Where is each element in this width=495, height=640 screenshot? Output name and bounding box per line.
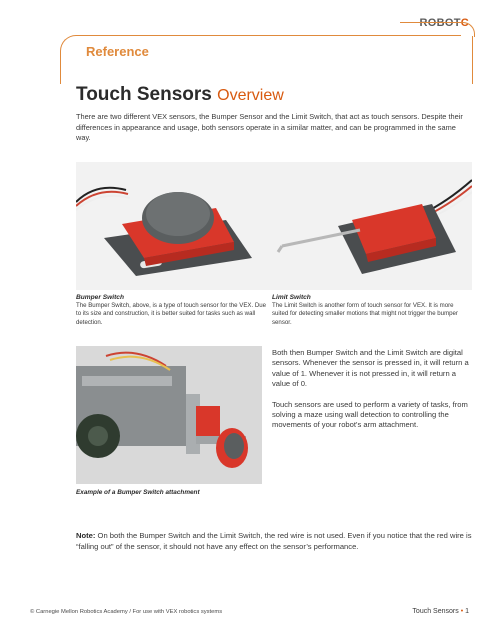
page-title-sub: Overview [217, 87, 284, 104]
intro-paragraph: There are two different VEX sensors, the Bumper Sensor and the Limit Switch, that act as touch sensors. Despite their differences in appearance and usage, both sensors operate in a similar matter, and can be programmed in the same way. [76, 112, 463, 143]
bumper-caption-title: Bumper Switch [76, 294, 124, 301]
robot-attachment-photo [76, 346, 262, 484]
tab-edge [472, 36, 473, 84]
note-text: On both the Bumper Switch and the Limit Switch, the red wire is not used. Even if you notice that the red wire is “falling out” of the sensor, it should not have any effect on the sensor’s performance. [76, 531, 472, 551]
brand-prefix: ROBOT [419, 17, 461, 29]
limit-switch-image [272, 162, 472, 290]
footer-separator: • [460, 608, 464, 615]
sensor-description [272, 348, 472, 441]
limit-switch-photo [272, 162, 472, 290]
note-paragraph [76, 530, 476, 552]
footer-copyright: © Carnegie Mellon Robotics Academy / For use with VEX robotics systems [30, 609, 223, 615]
header-rule [400, 22, 460, 23]
footer-section-label: Touch Sensors [412, 608, 459, 615]
robot-attachment-image [76, 346, 262, 484]
bumper-switch-image [76, 162, 272, 290]
bumper-caption-text: The Bumper Switch, above, is a type of touch sensor for the VEX. Due to its size and construction, it is better suited for tasks such as wall detection. [76, 302, 267, 326]
sensor-paragraph-2: Touch sensors are used to perform a variety of tasks, from solving a maze using wall detection to controlling the movements of your robot's arm attachment. [272, 399, 468, 430]
attachment-caption: Example of a Bumper Switch attachment [76, 489, 200, 496]
limit-caption-title: Limit Switch [272, 294, 311, 301]
bumper-caption [76, 294, 268, 327]
bumper-switch-photo [76, 162, 272, 290]
page-title-main: Touch Sensors [76, 84, 212, 105]
footer-page-info [412, 608, 469, 615]
limit-caption [272, 294, 468, 327]
page-number: 1 [465, 608, 469, 615]
tab-corner [460, 22, 475, 37]
sensor-paragraph-1: Both then Bumper Switch and the Limit Switch are digital sensors. Whenever the sensor is pressed in, it will return a value of 1. Whenever it is not pressed in, it will return a value of 0. [272, 348, 469, 389]
brand-suffix: C [460, 17, 469, 29]
section-label: Reference [86, 44, 149, 59]
section-tab [60, 35, 461, 84]
page-title [76, 84, 284, 106]
note-label: Note: [76, 531, 96, 540]
limit-caption-text: The Limit Switch is another form of touch sensor for VEX. It is more suited for detecting smaller motions that might not trigger the bumper sensor. [272, 302, 458, 326]
